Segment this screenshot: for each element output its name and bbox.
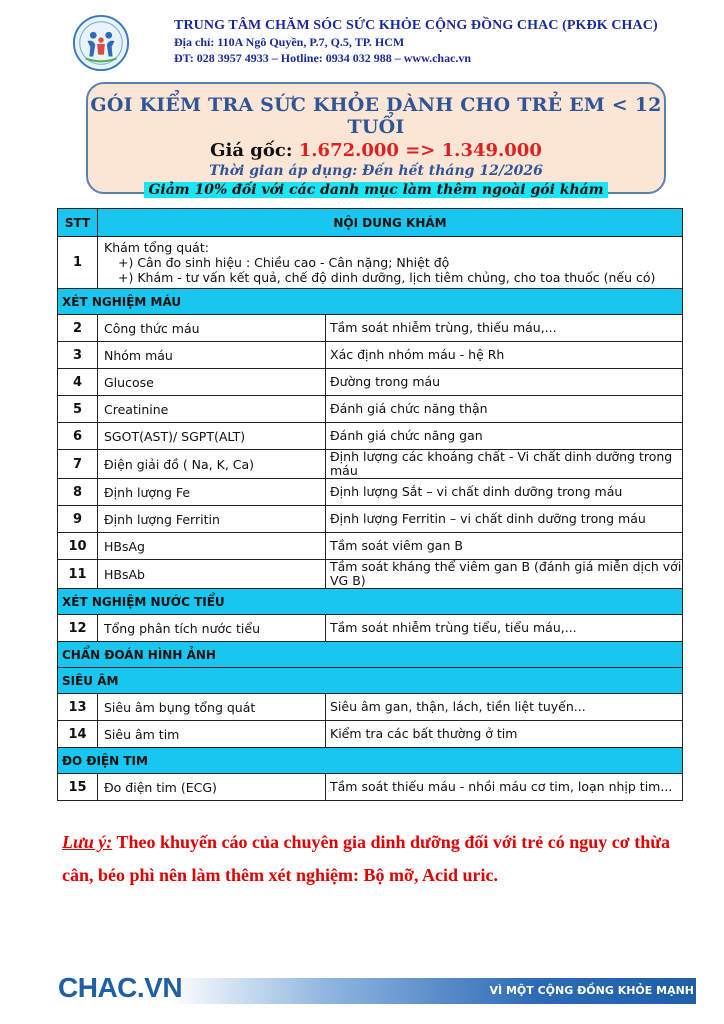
footer-brand: CHAC.VN	[58, 972, 183, 1003]
row-test-name: Định lượng Fe	[98, 479, 326, 506]
row-number: 13	[58, 694, 98, 721]
table-row	[58, 423, 683, 450]
table-row	[58, 560, 683, 589]
row-test-name: Creatinine	[98, 396, 326, 423]
section-blood: XÉT NGHIỆM MÁU	[58, 289, 683, 315]
package-title: GÓI KIỂM TRA SỨC KHỎE DÀNH CHO TRẺ EM < 12 TUỔI	[90, 94, 662, 138]
section-row	[58, 289, 683, 315]
row-number: 14	[58, 721, 98, 748]
price-value: 1.672.000 => 1.349.000	[298, 140, 542, 161]
row-test-name: Nhóm máu	[98, 342, 326, 369]
section-imaging: CHẨN ĐOÁN HÌNH ẢNH	[58, 642, 683, 668]
section-row	[58, 748, 683, 774]
col-content: NỘI DUNG KHÁM	[98, 209, 683, 237]
col-stt: STT	[58, 209, 98, 237]
row-description: Xác định nhóm máu - hệ Rh	[326, 342, 683, 369]
org-address: Địa chỉ: 110A Ngô Quyền, P.7, Q.5, TP. HCM	[174, 35, 405, 49]
apply-period: Thời gian áp dụng: Đến hết tháng 12/2026	[209, 163, 543, 179]
package-title-box	[86, 82, 666, 198]
organization-header	[174, 18, 658, 66]
row-number: 10	[58, 533, 98, 560]
row-description: Tầm soát nhiễm trùng, thiếu máu,...	[326, 315, 683, 342]
row-test-name: Siêu âm bụng tổng quát	[98, 694, 326, 721]
row-number: 15	[58, 774, 98, 801]
section-ecg: ĐO ĐIỆN TIM	[58, 748, 683, 774]
row-description: Tầm soát kháng thể viêm gan B (đánh giá miễn dịch với VG B)	[326, 560, 683, 589]
row-number: 7	[58, 450, 98, 479]
price-label: Giá gốc:	[210, 140, 299, 161]
row-test-name: SGOT(AST)/ SGPT(ALT)	[98, 423, 326, 450]
row-number: 1	[58, 237, 98, 289]
section-urine: XÉT NGHIỆM NƯỚC TIỂU	[58, 589, 683, 615]
discount-note: Giảm 10% đối với các danh mục làm thêm ngoài gói khám	[144, 182, 607, 198]
row-number: 4	[58, 369, 98, 396]
row-number: 11	[58, 560, 98, 589]
row-description: Siêu âm gan, thận, lách, tiền liệt tuyến...	[326, 694, 683, 721]
row-test-name: Điện giải đồ ( Na, K, Ca)	[98, 450, 326, 479]
row-number: 3	[58, 342, 98, 369]
table-row	[58, 506, 683, 533]
recommendation-note	[62, 826, 702, 892]
package-price	[88, 140, 664, 161]
row-description: Định lượng Ferritin – vi chất dinh dưỡng trong máu	[326, 506, 683, 533]
table-row	[58, 396, 683, 423]
note-text: Theo khuyến cáo của chuyên gia dinh dưỡng đối với trẻ có nguy cơ thừa cân, béo phì nên làm thêm xét nghiệm: Bộ mỡ, Acid uric.	[62, 832, 671, 885]
row-description: Kiểm tra các bất thường ở tim	[326, 721, 683, 748]
row-test-name: Công thức máu	[98, 315, 326, 342]
row-description: Định lượng các khoáng chất - Vi chất dinh dưỡng trong máu	[326, 450, 683, 479]
table-row	[58, 694, 683, 721]
row-test-name: HBsAb	[98, 560, 326, 589]
table-row	[58, 774, 683, 801]
row-description: Đánh giá chức năng thận	[326, 396, 683, 423]
org-name: TRUNG TÂM CHĂM SÓC SỨC KHỎE CỘNG ĐỒNG CHAC (PKĐK CHAC)	[174, 18, 658, 33]
row-description: Đánh giá chức năng gan	[326, 423, 683, 450]
section-row	[58, 642, 683, 668]
chac-logo-icon	[72, 14, 130, 72]
general-exam-line: +) Cân đo sinh hiệu : Chiều cao - Cân nặng; Nhiệt độ	[118, 255, 450, 270]
table-row	[58, 615, 683, 642]
note-label: Lưu ý:	[62, 832, 113, 852]
footer-slogan: VÌ MỘT CỘNG ĐỒNG KHỎE MẠNH	[489, 984, 694, 997]
row-test-name: Tổng phân tích nước tiểu	[98, 615, 326, 642]
row-description: Tầm soát nhiễm trùng tiểu, tiểu máu,...	[326, 615, 683, 642]
row-description: Tầm soát thiếu máu - nhồi máu cơ tim, loạn nhịp tim...	[326, 774, 683, 801]
row-number: 2	[58, 315, 98, 342]
row-number: 6	[58, 423, 98, 450]
row-number: 9	[58, 506, 98, 533]
row-description: Tầm soát viêm gan B	[326, 533, 683, 560]
general-exam-line: +) Khám - tư vấn kết quả, chế độ dinh dưỡng, lịch tiêm chủng, cho toa thuốc (nếu có)	[118, 270, 656, 285]
row-test-name: HBsAg	[98, 533, 326, 560]
row-test-name: Glucose	[98, 369, 326, 396]
row-test-name: Định lượng Ferritin	[98, 506, 326, 533]
table-row	[58, 479, 683, 506]
table-row	[58, 342, 683, 369]
table-row	[58, 237, 683, 289]
section-row	[58, 668, 683, 694]
row-number: 12	[58, 615, 98, 642]
general-exam-cell	[98, 237, 683, 289]
org-contact: ĐT: 028 3957 4933 – Hotline: 0934 032 988 – www.chac.vn	[174, 51, 472, 65]
table-row	[58, 315, 683, 342]
row-description: Đường trong máu	[326, 369, 683, 396]
exam-table	[57, 208, 683, 801]
table-row	[58, 721, 683, 748]
row-number: 8	[58, 479, 98, 506]
general-exam-title: Khám tổng quát:	[104, 240, 209, 255]
table-header	[58, 209, 683, 237]
section-row	[58, 589, 683, 615]
table-row	[58, 450, 683, 479]
table-row	[58, 369, 683, 396]
table-row	[58, 533, 683, 560]
row-test-name: Đo điện tim (ECG)	[98, 774, 326, 801]
section-ultrasound: SIÊU ÂM	[58, 668, 683, 694]
row-description: Định lượng Sắt – vi chất dinh dưỡng trong máu	[326, 479, 683, 506]
row-number: 5	[58, 396, 98, 423]
row-test-name: Siêu âm tim	[98, 721, 326, 748]
